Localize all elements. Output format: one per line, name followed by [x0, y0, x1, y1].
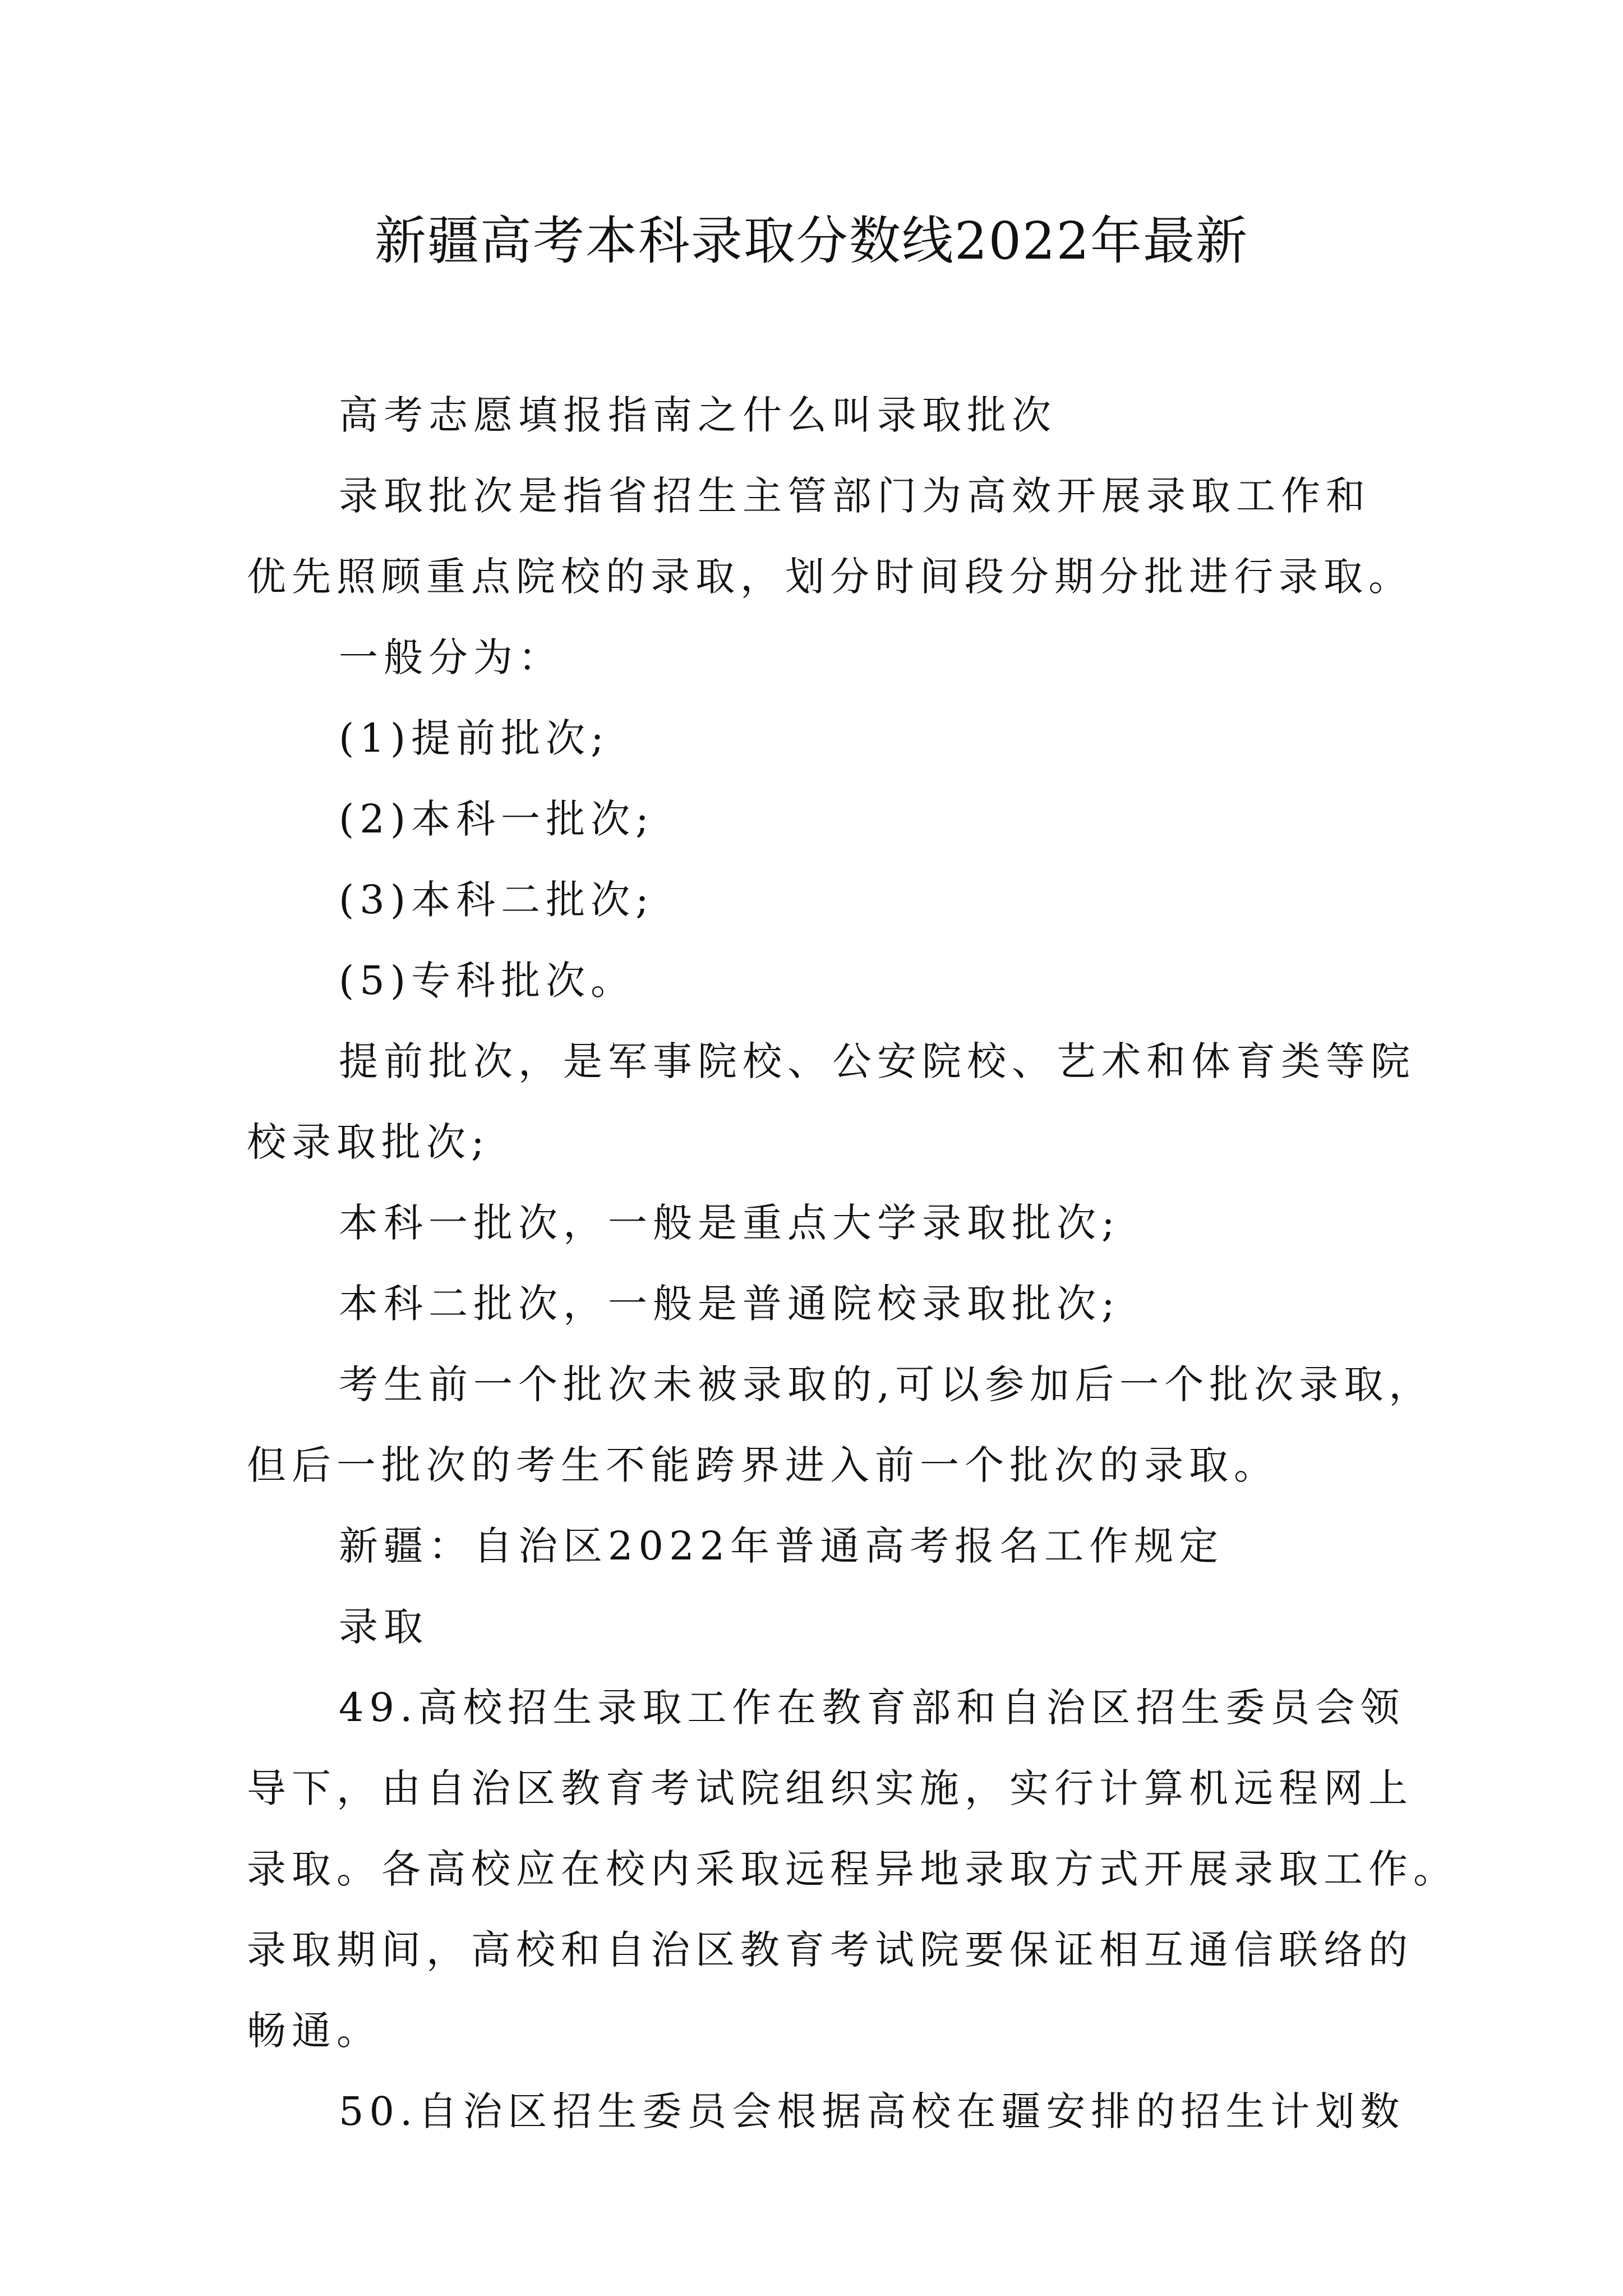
list-item: (1)提前批次;	[339, 715, 610, 761]
document-body	[247, 375, 1458, 2152]
section-heading: 新疆：自治区2022年普通高考报名工作规定	[339, 1523, 1224, 1569]
paragraph-line: 考生前一个批次未被录取的,可以参加后一个批次录取，	[339, 1361, 1434, 1407]
paragraph-line: 本科一批次，一般是重点大学录取批次;	[339, 1200, 1121, 1246]
paragraph-line: 高考志愿填报指南之什么叫录取批次	[339, 392, 1057, 438]
document-title: 新疆高考本科录取分数线2022年最新	[374, 211, 1249, 271]
list-item: (2)本科一批次;	[339, 796, 654, 842]
paragraph-line: 50.自治区招生委员会根据高校在疆安排的招生计划数	[339, 2088, 1405, 2134]
paragraph-line: 录取期间，高校和自治区教育考试院要保证相互通信联络的	[247, 1927, 1413, 1973]
paragraph-line: 录取批次是指省招生主管部门为高效开展录取工作和	[339, 473, 1371, 519]
paragraph-line: 畅通。	[247, 2008, 381, 2054]
paragraph-line: 提前批次，是军事院校、公安院校、艺术和体育类等院	[339, 1038, 1415, 1084]
paragraph-line: 录取。各高校应在校内采取远程异地录取方式开展录取工作。	[247, 1846, 1458, 1892]
paragraph-line: 校录取批次;	[247, 1119, 490, 1165]
paragraph-line: 优先照顾重点院校的录取，划分时间段分期分批进行录取。	[247, 554, 1413, 600]
list-item: (5)专科批次。	[339, 958, 636, 1004]
paragraph-line: 49.高校招生录取工作在教育部和自治区招生委员会领	[339, 1685, 1405, 1731]
paragraph-line: 一般分为：	[339, 634, 563, 680]
paragraph-line: 导下，由自治区教育考试院组织实施，实行计算机远程网上	[247, 1765, 1413, 1811]
list-item: (3)本科二批次;	[339, 877, 654, 923]
paragraph-line: 但后一批次的考生不能跨界进入前一个批次的录取。	[247, 1442, 1279, 1488]
paragraph-line: 本科二批次，一般是普通院校录取批次;	[339, 1281, 1121, 1327]
section-heading: 录取	[339, 1604, 428, 1650]
